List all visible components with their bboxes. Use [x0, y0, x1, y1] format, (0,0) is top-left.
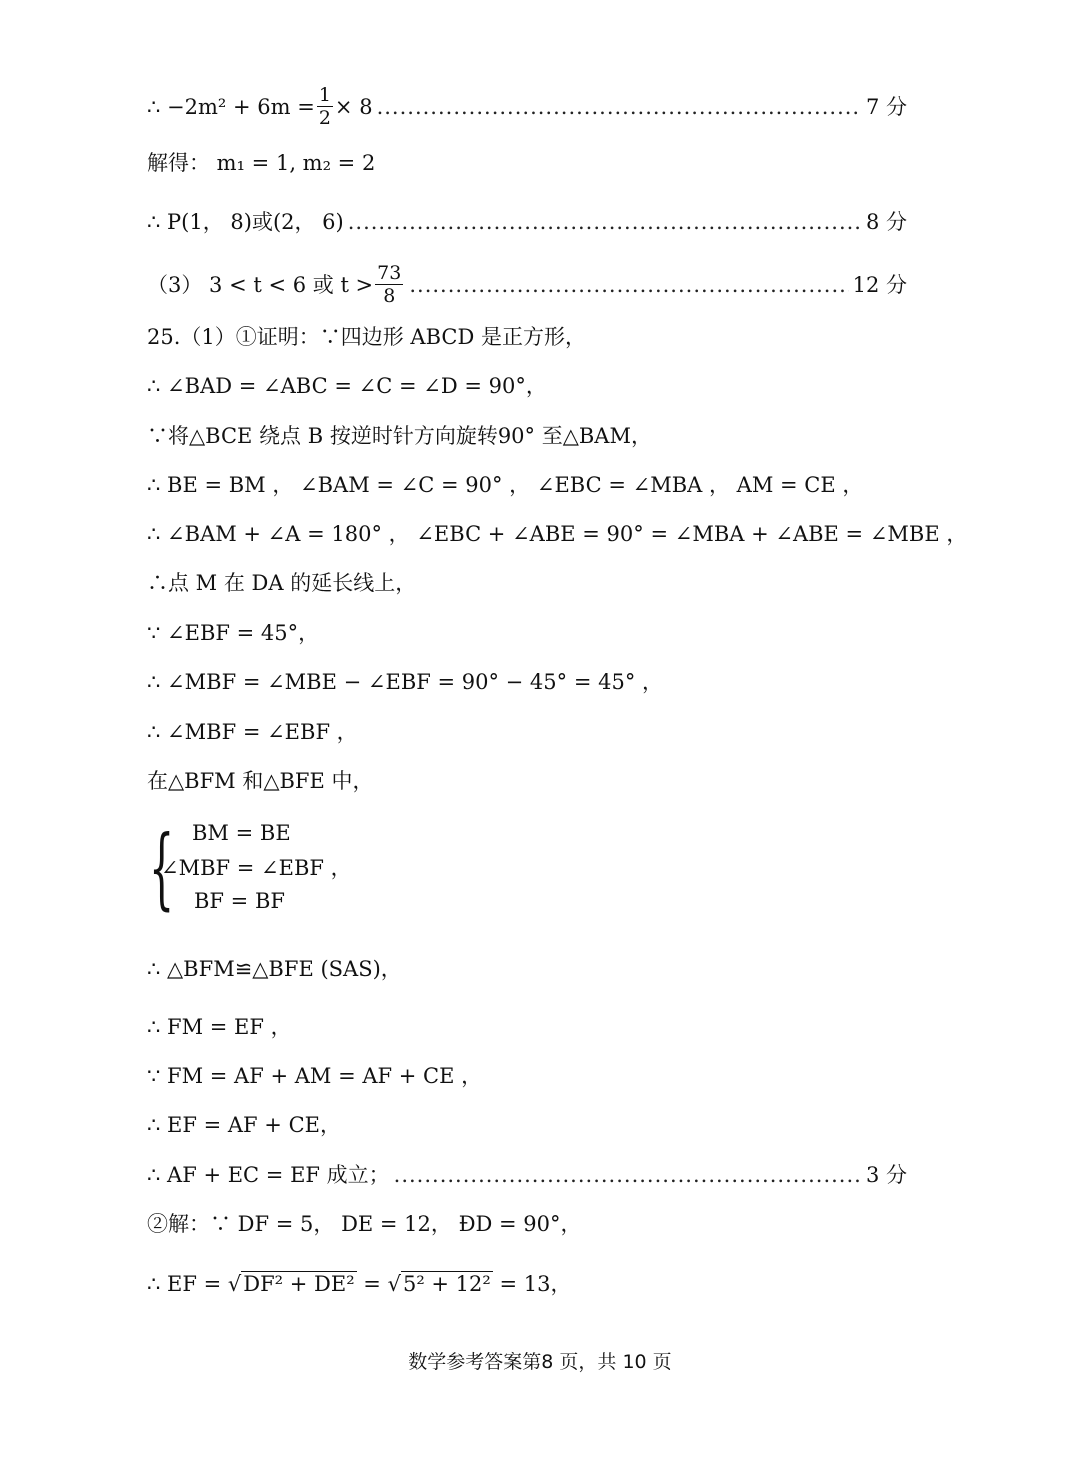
- equation-tail: × 8: [334, 94, 373, 119]
- score-label: 7 分: [865, 94, 907, 119]
- inequality-text: （3） 3 < t < 6 或 t >: [147, 272, 374, 297]
- dot-leader: [348, 207, 862, 237]
- condition-3: BF = BF: [194, 889, 285, 913]
- congruence-system: [147, 816, 447, 920]
- left-brace: {: [149, 816, 175, 919]
- fraction-numerator: 1: [318, 84, 331, 106]
- line-solution: 解得： m₁ = 1, m₂ = 2: [147, 151, 376, 175]
- line-part-3: [147, 262, 907, 307]
- line-congruent: ∴ △BFM≌△BFE (SAS)，: [147, 957, 402, 981]
- line-ef-13: [147, 1269, 572, 1299]
- line-part-2: ②解：∵ DF = 5， DE = 12， ÐD = 90°，: [147, 1212, 582, 1236]
- fraction-one-half: [317, 84, 333, 129]
- line-ebf-45: ∵ ∠EBF = 45°，: [147, 621, 320, 645]
- result-13: = 13，: [492, 1272, 572, 1296]
- ef-prefix: ∴ EF = √: [147, 1272, 242, 1296]
- score-label: 8 分: [865, 210, 907, 234]
- line-angle-sum: ∴ ∠BAM + ∠A = 180° ， ∠EBC + ∠ABE = 90° = ∠MBA + ∠ABE = ∠MBE ，: [147, 522, 968, 546]
- equals-sqrt: = √: [356, 1272, 401, 1296]
- line-equation-m: [147, 84, 907, 129]
- fraction-denominator: 8: [383, 285, 396, 307]
- fraction-73-8: [375, 262, 403, 307]
- radicand-1: DF² + DE²: [243, 1272, 355, 1296]
- point-text: ∴ P(1， 8)或(2， 6): [147, 210, 344, 234]
- equation-text: ∴ −2m² + 6m =: [147, 94, 315, 119]
- dot-leader: [377, 92, 862, 122]
- score-label: 3 分: [865, 1163, 907, 1187]
- line-point-p: [147, 207, 907, 237]
- line-fm-ef: ∴ FM = EF ，: [147, 1015, 292, 1039]
- fraction-numerator: 73: [377, 262, 402, 284]
- dot-leader: [409, 270, 848, 300]
- line-mbf-calc: ∴ ∠MBF = ∠MBE − ∠EBF = 90° − 45° = 45° ，: [147, 670, 663, 694]
- line-fm-sum: ∵ FM = AF + AM = AF + CE ，: [147, 1064, 483, 1088]
- score-label: 12 分: [852, 272, 907, 297]
- line-angles-90: ∴ ∠BAD = ∠ABC = ∠C = ∠D = 90°，: [147, 374, 547, 398]
- conclusion-text: ∴ AF + EC = EF 成立；: [147, 1163, 390, 1187]
- radicand-2: 5² + 12²: [402, 1272, 491, 1296]
- line-ef-sum: ∴ EF = AF + CE，: [147, 1113, 341, 1137]
- line-triangles: 在△BFM 和△BFE 中，: [147, 769, 374, 793]
- line-conclusion: [147, 1160, 907, 1190]
- line-rotation: ∵将△BCE 绕点 B 按逆时针方向旋转90° 至△BAM，: [147, 424, 652, 448]
- condition-2: ∠MBF = ∠EBF ，: [161, 856, 352, 880]
- dot-leader: [394, 1160, 862, 1190]
- line-point-m: ∴点 M 在 DA 的延长线上，: [147, 571, 417, 595]
- line-be-bm: ∴ BE = BM ， ∠BAM = ∠C = 90° ， ∠EBC = ∠MBA ， AM = CE ，: [147, 473, 864, 497]
- page-footer: 数学参考答案第8 页，共 10 页: [408, 1351, 672, 1373]
- line-q25-heading: 25.（1）①证明：∵四边形 ABCD 是正方形，: [147, 325, 586, 349]
- fraction-denominator: 2: [318, 107, 331, 129]
- condition-1: BM = BE: [192, 821, 291, 845]
- line-mbf-ebf: ∴ ∠MBF = ∠EBF ，: [147, 720, 358, 744]
